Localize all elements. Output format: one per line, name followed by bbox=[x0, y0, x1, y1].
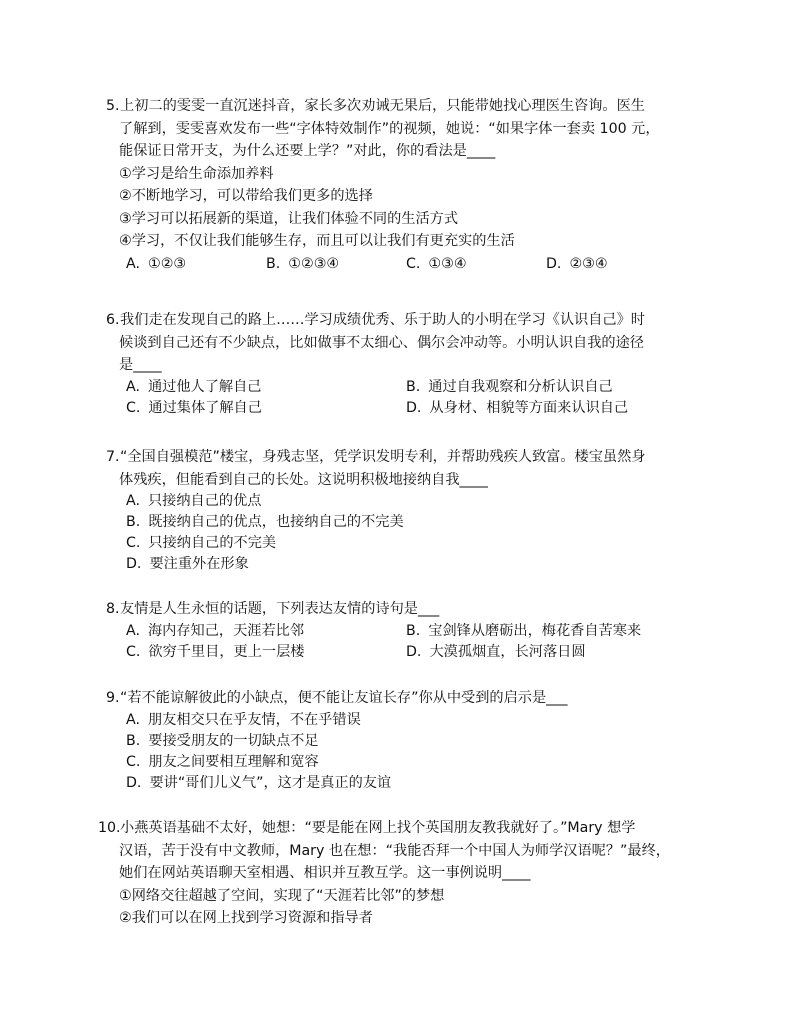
options-row bbox=[106, 621, 706, 642]
question-text: 候谈到自己还有不少缺点，比如做事不太细心、偶尔会冲动等。小明认识自我的途径 bbox=[119, 334, 644, 351]
question-7 bbox=[106, 446, 706, 575]
question-number: 9. bbox=[106, 690, 120, 706]
option-b[interactable]: B. 要接受朋友的一切缺点不足 bbox=[126, 732, 319, 749]
statement: ②不断地学习，可以带给我们更多的选择 bbox=[119, 188, 373, 204]
option-a[interactable]: A. 海内存知己，天涯若比邻 bbox=[126, 622, 305, 639]
statement: ②我们可以在网上找到学习资源和指导者 bbox=[119, 910, 373, 926]
option-c[interactable]: C. 欲穷千里目，更上一层楼 bbox=[126, 643, 305, 660]
option-b[interactable]: B. 通过自我观察和分析认识自己 bbox=[406, 378, 613, 395]
question-text: 能保证日常开支，为什么还要上学？”对此，你的看法是____ bbox=[119, 143, 496, 159]
option-b[interactable]: B. 既接纳自己的优点，也接纳自己的不完美 bbox=[126, 514, 404, 530]
options-row bbox=[106, 398, 706, 419]
option-d[interactable]: D. 要讲“哥们儿义气”，这才是真正的友谊 bbox=[126, 774, 392, 791]
option-a[interactable]: A. 只接纳自己的优点 bbox=[126, 493, 262, 509]
statement: ①学习是给生命添加养料 bbox=[119, 165, 274, 182]
question-text: 我们走在发现自己的路上……学习成绩优秀、乐于助人的小明在学习《认识自己》时 bbox=[120, 312, 645, 328]
option-d[interactable]: D. 从身材、相貌等方面来认识自己 bbox=[406, 399, 629, 416]
question-text: 友情是人生永恒的话题，下列表达友情的诗句是___ bbox=[120, 601, 440, 617]
statement: ③学习可以拓展新的渠道，让我们体验不同的生活方式 bbox=[119, 210, 459, 227]
option-d[interactable]: D. ②③④ bbox=[546, 255, 608, 272]
question-number: 7. bbox=[106, 449, 120, 465]
option-d[interactable]: D. 大漠孤烟直，长河落日圆 bbox=[406, 643, 586, 660]
option-c[interactable]: C. ①③④ bbox=[406, 255, 467, 272]
question-text: “若不能谅解彼此的小缺点，便不能让友谊长存”你从中受到的启示是___ bbox=[120, 690, 568, 706]
question-text: 她们在网站英语聊天室相遇、相识并互教互学。这一事例说明____ bbox=[119, 865, 531, 881]
question-5 bbox=[106, 95, 706, 275]
option-a[interactable]: A. 通过他人了解自己 bbox=[126, 378, 262, 395]
option-b[interactable]: B. 宝剑锋从磨砺出，梅花香自苦寒来 bbox=[406, 622, 642, 639]
question-8 bbox=[106, 598, 706, 663]
option-a[interactable]: A. 朋友相交只在乎友情，不在乎错误 bbox=[126, 711, 361, 728]
question-10 bbox=[98, 817, 706, 930]
option-b[interactable]: B. ①②③④ bbox=[266, 255, 340, 272]
question-text: 汉语，苦于没有中文教师，Mary 也在想：“我能否拜一个中国人为师学汉语呢？”最终， bbox=[119, 842, 670, 859]
question-text: 小燕英语基础不太好，她想：“要是能在网上找个英国朋友教我就好了。”Mary 想学 bbox=[120, 820, 636, 836]
question-9 bbox=[106, 687, 706, 794]
statement: ①网络交往超越了空间，实现了“天涯若比邻”的梦想 bbox=[119, 887, 445, 904]
question-number: 5. bbox=[106, 98, 120, 114]
question-number: 10. bbox=[98, 820, 121, 836]
question-number: 6. bbox=[106, 312, 120, 328]
option-c[interactable]: C. 通过集体了解自己 bbox=[126, 399, 262, 416]
option-c[interactable]: C. 朋友之间要相互理解和宽容 bbox=[126, 753, 319, 770]
options-row bbox=[106, 642, 706, 663]
options-row bbox=[106, 377, 706, 398]
option-a[interactable]: A. ①②③ bbox=[126, 255, 187, 272]
options-row bbox=[106, 253, 706, 276]
question-text: 了解到，雯雯喜欢发布一些“字体特效制作”的视频，她说：“如果字体一套卖 100 元， bbox=[119, 120, 660, 137]
question-6 bbox=[106, 309, 706, 419]
option-c[interactable]: C. 只接纳自己的不完美 bbox=[126, 535, 277, 551]
question-number: 8. bbox=[106, 601, 120, 617]
question-text: 上初二的雯雯一直沉迷抖音，家长多次劝诫无果后，只能带她找心理医生咨询。医生 bbox=[120, 98, 645, 114]
statement: ④学习，不仅让我们能够生存，而且可以让我们有更充实的生活 bbox=[119, 233, 515, 249]
option-d[interactable]: D. 要注重外在形象 bbox=[126, 556, 249, 572]
question-text: 体残疾，但能看到自己的长处。这说明积极地接纳自我____ bbox=[119, 471, 488, 488]
question-text: 是____ bbox=[119, 357, 162, 373]
question-text: “全国自强模范”楼宝，身残志坚，凭学识发明专利，并帮助残疾人致富。楼宝虽然身 bbox=[120, 449, 646, 465]
